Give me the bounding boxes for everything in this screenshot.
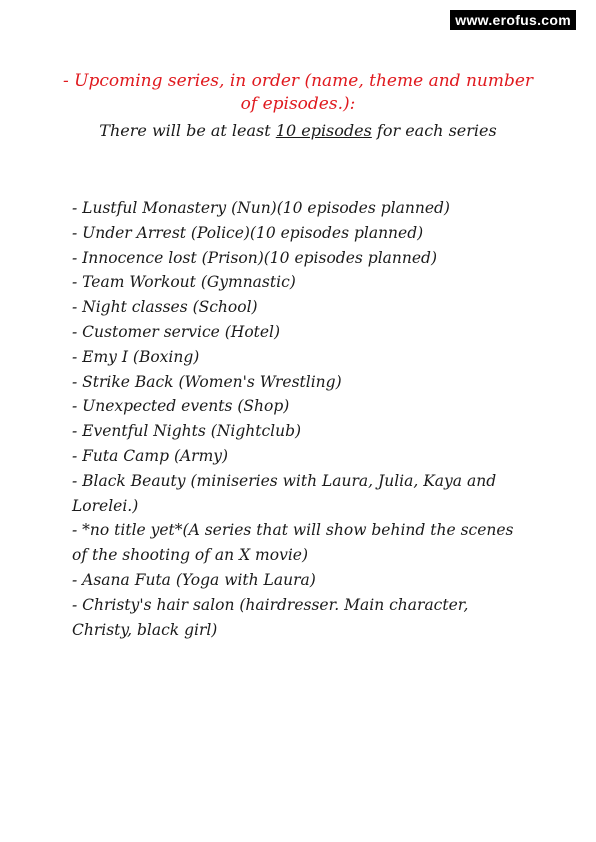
series-item: - Asana Futa (Yoga with Laura) <box>72 570 316 589</box>
series-item: - Futa Camp (Army) <box>72 446 229 465</box>
series-item: - Customer service (Hotel) <box>72 322 281 341</box>
series-item: - Christy's hair salon (hairdresser. Main character, Christy, black girl) <box>72 595 469 639</box>
episodes-note-underlined: 10 episodes <box>275 121 372 140</box>
series-item: - Night classes (School) <box>72 298 258 317</box>
series-item: - Eventful Nights (Nightclub) <box>72 422 302 441</box>
upcoming-series-heading: - Upcoming series, in order (name, theme and number of episodes.): <box>62 71 534 114</box>
episodes-note-prefix: There will be at least <box>99 121 276 140</box>
series-item: - Lustful Monastery (Nun)(10 episodes planned) <box>72 199 450 217</box>
series-item: - *no title yet*(A series that will show behind the scenes of the shooting of an X movie) <box>72 521 514 565</box>
series-list <box>72 196 532 642</box>
series-item: - Black Beauty (miniseries with Laura, Julia, Kaya and Lorelei.) <box>72 471 497 515</box>
series-item: - Innocence lost (Prison)(10 episodes planned) <box>72 248 437 267</box>
episodes-note <box>60 120 536 142</box>
episodes-note-suffix: for each series <box>371 121 497 140</box>
series-item: - Unexpected events (Shop) <box>72 397 290 416</box>
series-item: - Emy I (Boxing) <box>72 347 200 366</box>
series-item: - Team Workout (Gymnastic) <box>72 273 296 292</box>
series-item: - Under Arrest (Police)(10 episodes planned) <box>72 223 424 242</box>
series-item: - Strike Back (Women's Wrestling) <box>72 372 342 391</box>
site-watermark: www.erofus.com <box>450 10 576 30</box>
